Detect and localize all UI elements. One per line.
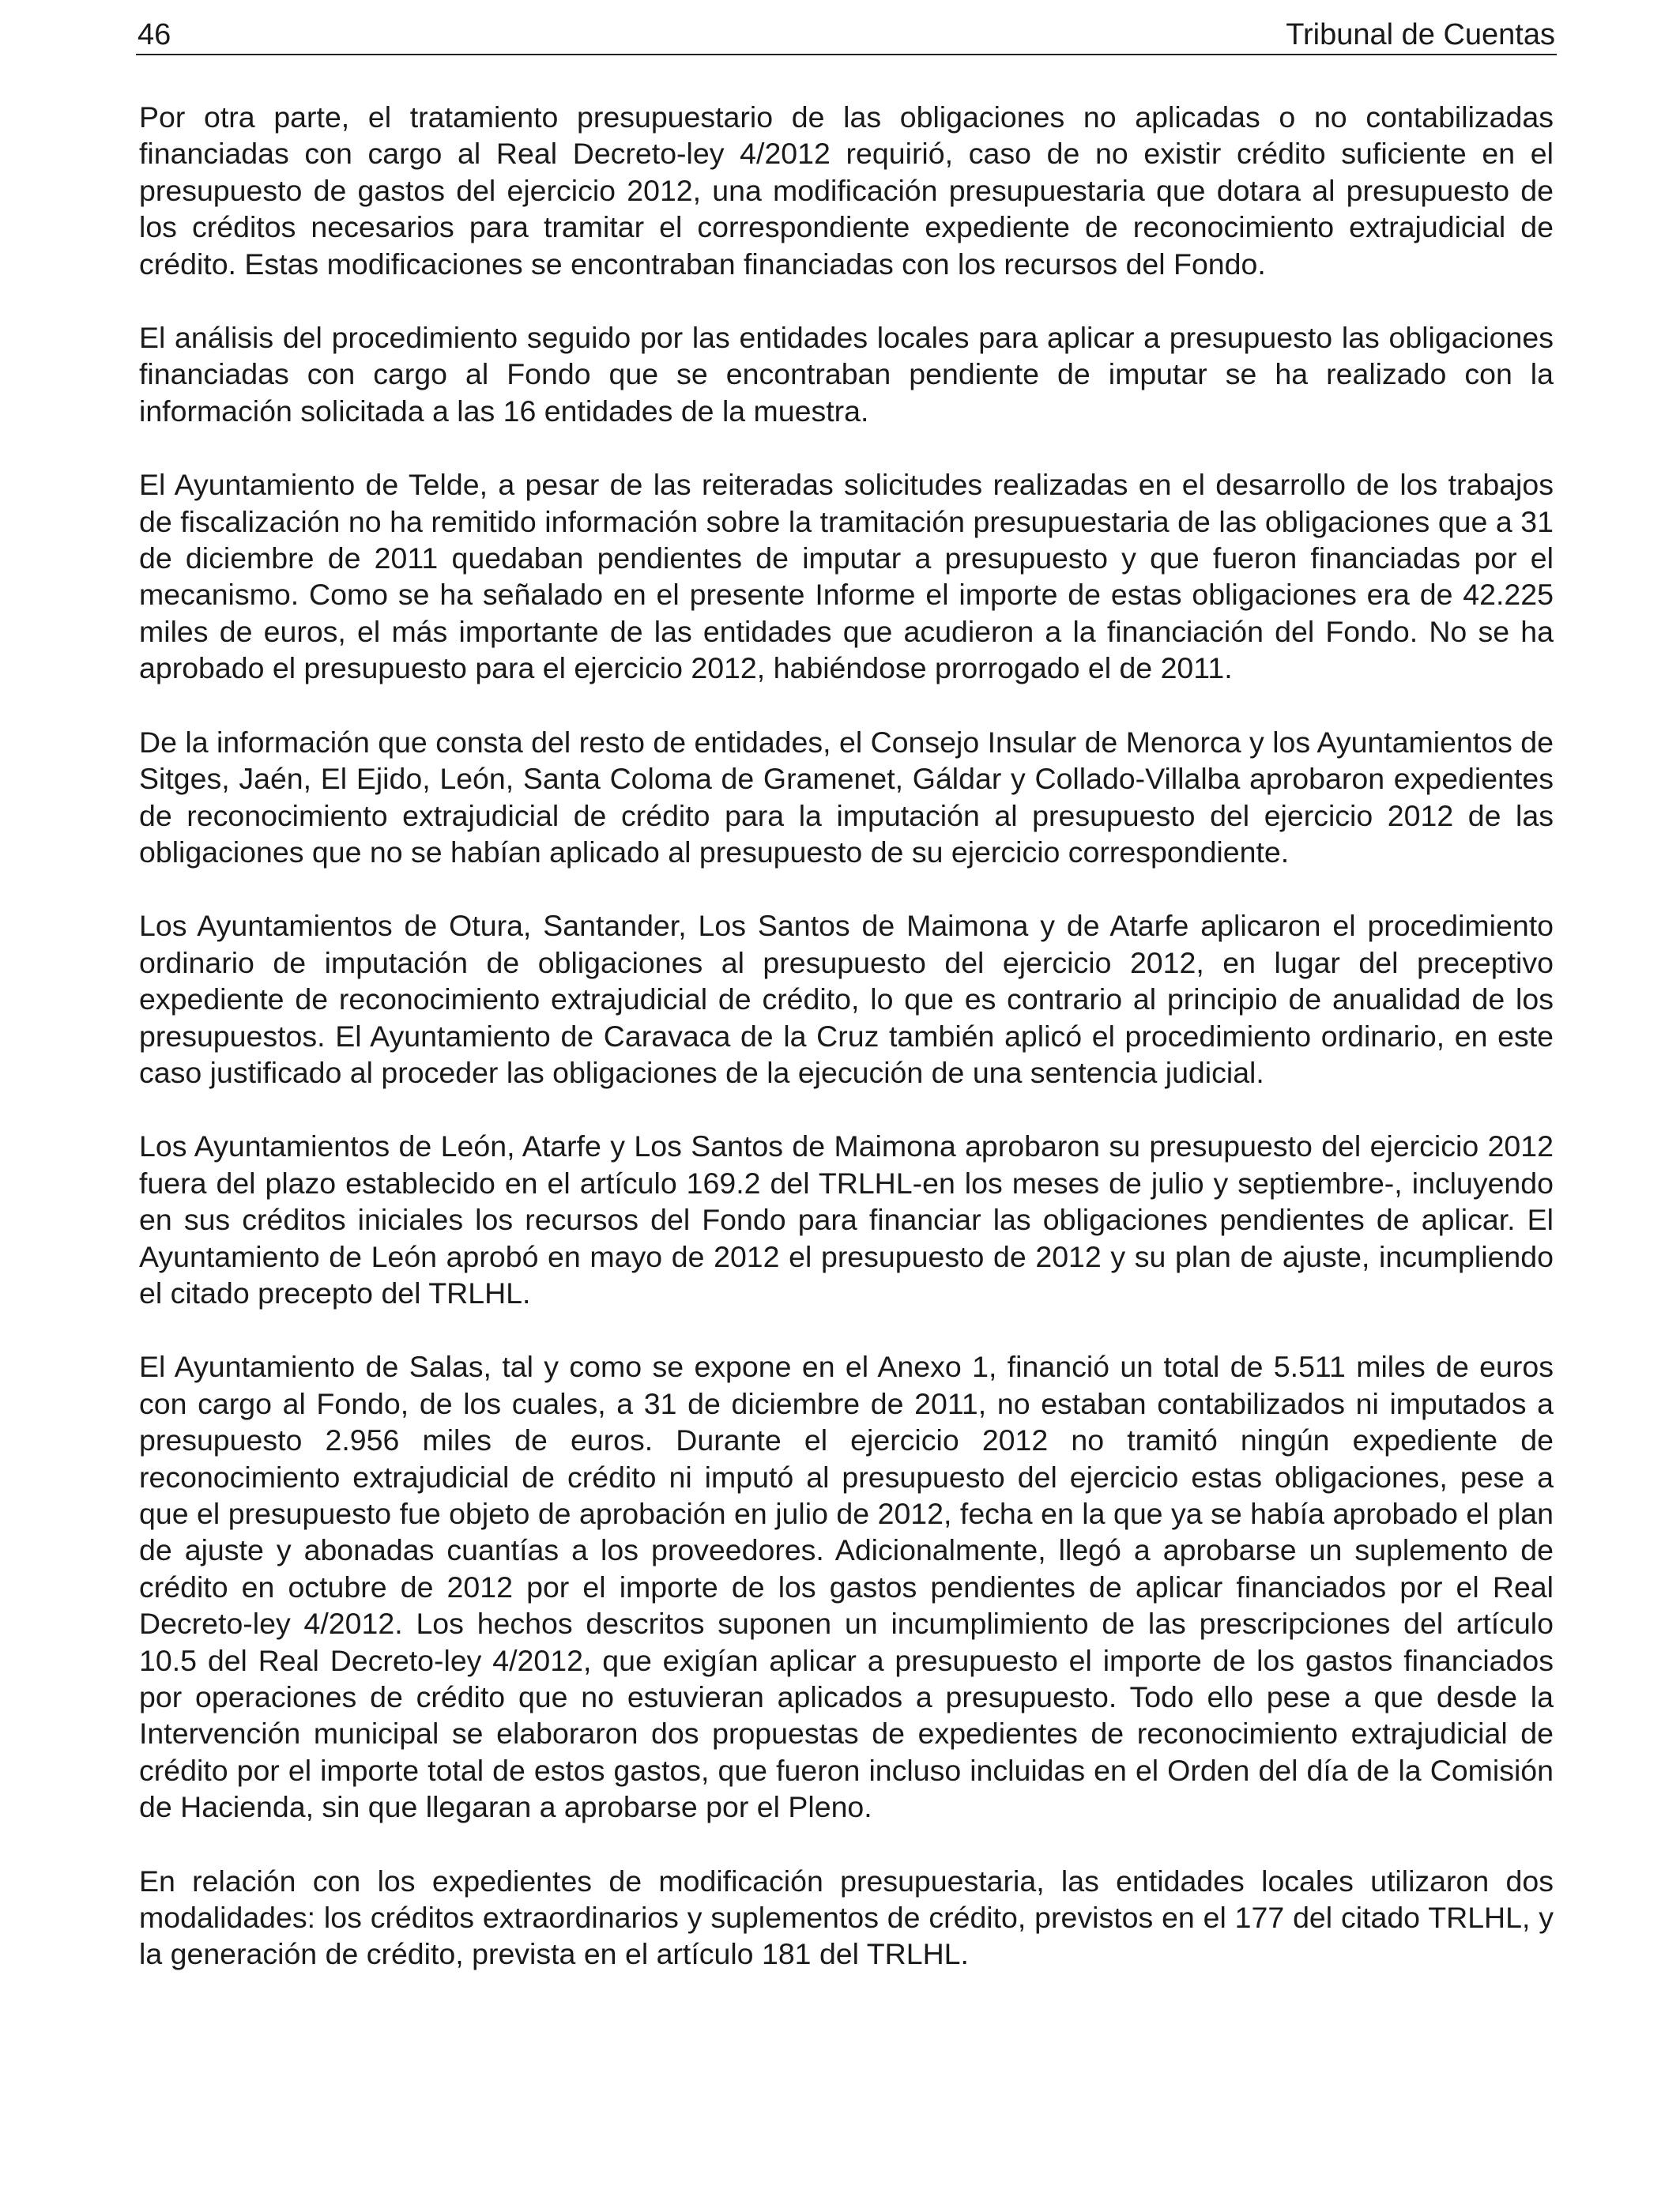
paragraph-1: Por otra parte, el tratamiento presupuestario de las obligaciones no aplicadas o no contabilizadas financiadas con cargo al Real Decreto-ley 4/2012 requirió, caso de no existir crédito suficiente en el presupuesto de gastos del ejercicio 2012, una modificación presupuestaria que dotara al presupuesto de los créditos necesarios para tramitar el correspondiente expediente de reconocimiento extrajudicial de crédito. Estas modificaciones se encontraban financiadas con los recursos del Fondo.	[139, 100, 1554, 281]
paragraph-2: El análisis del procedimiento seguido por las entidades locales para aplicar a presupuesto las obligaciones financiadas con cargo al Fondo que se encontraban pendiente de imputar se ha realizado con la información solicitada a las 16 entidades de la muestra.	[139, 321, 1554, 428]
paragraph-6: Los Ayuntamientos de León, Atarfe y Los Santos de Maimona aprobaron su presupuesto del ejercicio 2012 fuera del plazo establecido en el artículo 169.2 del TRLHL-en los meses de julio y septiembre-, incluyendo en sus créditos iniciales los recursos del Fondo para financiar las obligaciones pendientes de aplicar. El Ayuntamiento de León aprobó en mayo de 2012 el presupuesto de 2012 y su plan de ajuste, incumpliendo el citado precepto del TRLHL.	[139, 1129, 1554, 1310]
paragraph-3: El Ayuntamiento de Telde, a pesar de las reiteradas solicitudes realizadas en el desarrollo de los trabajos de fiscalización no ha remitido información sobre la tramitación presupuestaria de las obligaciones que a 31 de diciembre de 2011 quedaban pendientes de imputar a presupuesto y que fueron financiadas por el mecanismo. Como se ha señalado en el presente Informe el importe de estas obligaciones era de 42.225 miles de euros, el más importante de las entidades que acudieron a la financiación del Fondo. No se ha aprobado el presupuesto para el ejercicio 2012, habiéndose prorrogado el de 2011.	[139, 468, 1554, 685]
paragraph-5: Los Ayuntamientos de Otura, Santander, Los Santos de Maimona y de Atarfe aplicaron el procedimiento ordinario de imputación de obligaciones al presupuesto del ejercicio 2012, en lugar del preceptivo expediente de reconocimiento extrajudicial de crédito, lo que es contrario al principio de anualidad de los presupuestos. El Ayuntamiento de Caravaca de la Cruz también aplicó el procedimiento ordinario, en este caso justificado al proceder las obligaciones de la ejecución de una sentencia judicial.	[139, 909, 1554, 1089]
paragraph-7: El Ayuntamiento de Salas, tal y como se expone en el Anexo 1, financió un total de 5.511 miles de euros con cargo al Fondo, de los cuales, a 31 de diciembre de 2011, no estaban contabilizados ni imputados a presupuesto 2.956 miles de euros. Durante el ejercicio 2012 no tramitó ningún expediente de reconocimiento extrajudicial de crédito ni imputó al presupuesto del ejercicio estas obligaciones, pese a que el presupuesto fue objeto de aprobación en julio de 2012, fecha en la que ya se había aprobado el plan de ajuste y abonadas cuantías a los proveedores. Adicionalmente, llegó a aprobarse un suplemento de crédito en octubre de 2012 por el importe de los gastos pendientes de aplicar financiados por el Real Decreto-ley 4/2012. Los hechos descritos suponen un incumplimiento de las prescripciones del artículo 10.5 del Real Decreto-ley 4/2012, que exigían aplicar a presupuesto el importe de los gastos financiados por operaciones de crédito que no estuvieran aplicados a presupuesto. Todo ello pese a que desde la Intervención municipal se elaboraron dos propuestas de expedientes de reconocimiento extrajudicial de crédito por el importe total de estos gastos, que fueron incluso incluidas en el Orden del día de la Comisión de Hacienda, sin que llegaran a aprobarse por el Pleno.	[139, 1350, 1554, 1824]
running-title: Tribunal de Cuentas	[1286, 18, 1555, 51]
paragraph-4: De la información que consta del resto de entidades, el Consejo Insular de Menorca y los Ayuntamientos de Sitges, Jaén, El Ejido, León, Santa Coloma de Gramenet, Gáldar y Collado-Villalba aprobaron expedientes de reconocimiento extrajudicial de crédito para la imputación al presupuesto del ejercicio 2012 de las obligaciones que no se habían aplicado al presupuesto de su ejercicio correspondiente.	[139, 725, 1554, 869]
page-header	[136, 16, 1557, 55]
paragraph-8: En relación con los expedientes de modificación presupuestaria, las entidades locales utilizaron dos modalidades: los créditos extraordinarios y suplementos de crédito, previstos en el 177 del citado TRLHL, y la generación de crédito, prevista en el artículo 181 del TRLHL.	[139, 1864, 1554, 1971]
document-body	[139, 99, 1554, 2010]
page-number: 46	[137, 18, 171, 51]
